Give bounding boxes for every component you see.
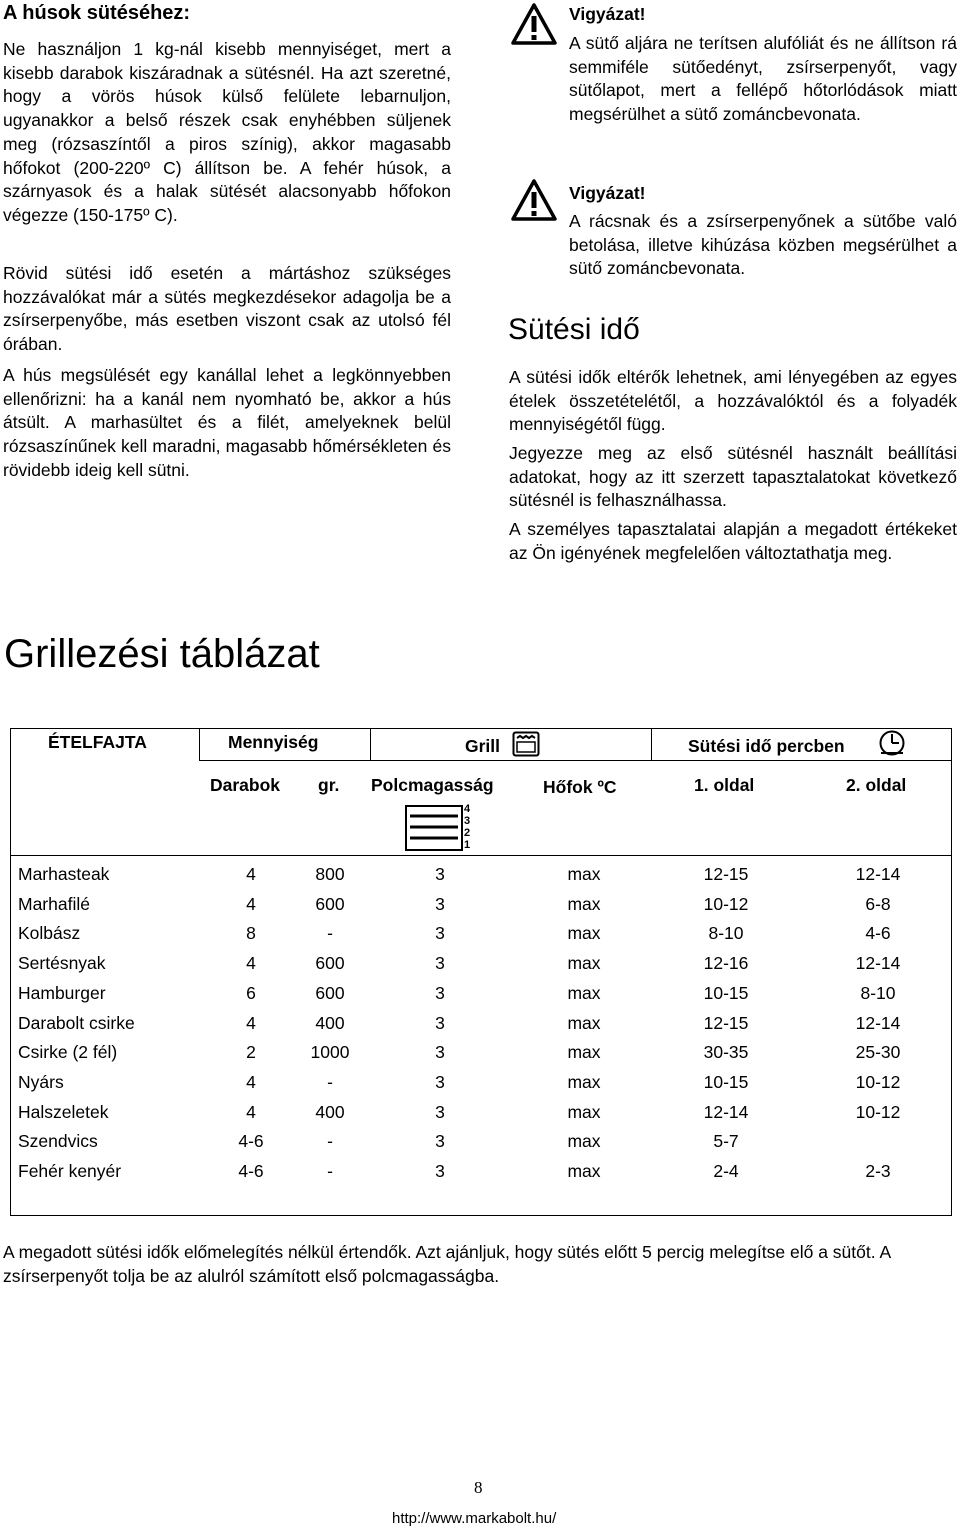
table-row (0, 1102, 960, 1132)
cell-polc: 3 (435, 982, 445, 1003)
shelf-number-2: 2 (464, 827, 471, 839)
cell-polc: 3 (435, 1071, 445, 1092)
cell-polc: 3 (435, 953, 445, 974)
cell-name: Marhafilé (18, 893, 90, 914)
cell-db: 2 (246, 1042, 256, 1063)
paragraph-sutesi-2: Jegyezze meg az első sütésnél használt beállítási adatokat, hogy az itt szerzett tapasztalatokat következő sütésnél is felhasználhassa. (509, 443, 957, 511)
warning-text-2: A rácsnak és a zsírserpenyőnek a sütőbe való betolása, illetve kihúzása közben megsérülhet a sütő zománcbevonata. (569, 211, 957, 279)
paragraph-sutesi-3: A személyes tapasztalatai alapján a megadott értékeket az Ön igényének megfelelően változtathatja meg. (509, 519, 957, 563)
cell-o1: 12-15 (703, 1012, 749, 1033)
cell-o2: 12-14 (855, 953, 901, 974)
table-title: Grillezési táblázat (4, 632, 320, 676)
footer-url: http://www.markabolt.hu/ (392, 1510, 557, 1527)
cell-name: Halszeletek (18, 1101, 109, 1122)
warning-title-1: Vigyázat! (569, 4, 646, 24)
table-row (0, 1042, 960, 1072)
cell-o2: 8-10 (860, 982, 896, 1003)
cell-o1: 30-35 (703, 1042, 749, 1063)
cell-hofok: max (567, 1042, 601, 1063)
table-row (0, 923, 960, 953)
cell-db: 4 (246, 893, 256, 914)
cell-name: Fehér kenyér (18, 1161, 122, 1181)
cell-hofok: max (567, 953, 601, 974)
header-oldal-2: 2. oldal (846, 775, 907, 795)
shelf-number-3: 3 (464, 815, 471, 827)
cell-db: 4 (246, 1071, 256, 1092)
cell-name: Marhasteak (18, 864, 110, 884)
cell-o2: 6-8 (865, 893, 891, 914)
section-heading-sutesi-ido: Sütési idő (508, 313, 640, 346)
cell-o1: 12-15 (703, 864, 749, 884)
cell-o2: 10-12 (855, 1071, 901, 1092)
cell-hofok: max (567, 1161, 601, 1181)
cell-db: 4 (246, 1012, 256, 1033)
cell-polc: 3 (435, 864, 445, 884)
cell-o1: 10-12 (703, 893, 749, 914)
cell-gr: 600 (315, 893, 345, 914)
cell-hofok: max (567, 1071, 601, 1092)
cell-polc: 3 (435, 1101, 445, 1122)
page-number: 8 (474, 1478, 483, 1497)
header-sutesi-ido: Sütési idő percben (688, 736, 845, 756)
header-hofok: Hőfok ºC (543, 777, 617, 797)
table-row (0, 894, 960, 924)
cell-o2: 12-14 (855, 1012, 901, 1033)
cell-o1: 2-4 (713, 1161, 739, 1181)
cell-o1: 12-16 (703, 953, 749, 974)
cell-gr: 800 (315, 864, 345, 884)
cell-hofok: max (567, 1012, 601, 1033)
cell-o1: 10-15 (703, 982, 749, 1003)
cell-name: Darabolt csirke (18, 1012, 135, 1033)
cell-db: 4-6 (238, 1161, 264, 1181)
cell-o1: 10-15 (703, 1071, 749, 1092)
cell-gr: - (327, 1131, 333, 1152)
cell-hofok: max (567, 1101, 601, 1122)
cell-gr: 600 (315, 953, 345, 974)
cell-gr: - (327, 923, 333, 944)
table-row (0, 864, 960, 894)
cell-name: Hamburger (18, 982, 106, 1003)
cell-polc: 3 (435, 1131, 445, 1152)
cell-o1: 5-7 (713, 1131, 739, 1152)
header-darabok: Darabok (210, 775, 281, 795)
grill-icon (512, 731, 540, 757)
table-row (0, 1013, 960, 1043)
header-etelfajta: ÉTELFAJTA (48, 732, 147, 752)
shelf-number-4: 4 (464, 803, 471, 815)
cell-hofok: max (567, 1131, 601, 1152)
clock-icon (878, 729, 906, 757)
shelf-number-1: 1 (464, 839, 471, 851)
cell-name: Szendvics (18, 1131, 98, 1152)
cell-polc: 3 (435, 1161, 445, 1181)
warning-title-2: Vigyázat! (569, 183, 646, 203)
cell-db: 4 (246, 864, 256, 884)
cell-gr: 400 (315, 1012, 345, 1033)
cell-gr: 1000 (310, 1042, 350, 1063)
cell-gr: - (327, 1161, 333, 1181)
cell-polc: 3 (435, 1042, 445, 1063)
cell-o2: 4-6 (865, 923, 891, 944)
cell-gr: 400 (315, 1101, 345, 1122)
header-grill: Grill (465, 736, 501, 756)
cell-o2: 10-12 (855, 1101, 901, 1122)
cell-db: 6 (246, 982, 256, 1003)
cell-hofok: max (567, 982, 601, 1003)
cell-o2: 25-30 (855, 1042, 901, 1063)
section-heading-husok: A húsok sütéséhez: (3, 2, 191, 24)
cell-name: Csirke (2 fél) (18, 1042, 118, 1063)
table-row (0, 1131, 960, 1161)
table-row (0, 953, 960, 983)
cell-gr: - (327, 1071, 333, 1092)
header-gr: gr. (318, 775, 340, 795)
header-mennyiseg: Mennyiség (228, 732, 319, 752)
cell-polc: 3 (435, 1012, 445, 1033)
warning-icon (510, 178, 558, 222)
cell-db: 4 (246, 953, 256, 974)
cell-o1: 8-10 (708, 923, 744, 944)
table-row (0, 1161, 960, 1191)
cell-o2: 12-14 (855, 864, 901, 884)
cell-name: Sertésnyak (18, 953, 106, 974)
cell-hofok: max (567, 864, 601, 884)
cell-name: Kolbász (18, 923, 81, 944)
paragraph-husok-2: Rövid sütési idő esetén a mártáshoz szükséges hozzávalókat már a sütés megkezdésekor adagolja be a zsírserpenyőbe, más esetben viszont csak az utolsó fél órában. (3, 263, 451, 355)
table-row (0, 983, 960, 1013)
cell-db: 4-6 (238, 1131, 264, 1152)
cell-polc: 3 (435, 923, 445, 944)
paragraph-husok-1: Ne használjon 1 kg-nál kisebb mennyiséget, mert a kisebb darabok kiszáradnak a sütésnél. Ha azt szeretné, hogy a vörös húsok külső felülete lebarnuljon, ugyanakkor a belső részek csak enyhébben süljenek meg (rózsaszíntől a piros színig), akkor magasabb hőfokot (200-220º C) állítson be. A fehér húsok, a szárnyasok és a halak sütését alacsonyabb hőfokon végezze (150-175º C). (3, 39, 451, 225)
cell-o1: 12-14 (703, 1101, 749, 1122)
cell-hofok: max (567, 893, 601, 914)
cell-polc: 3 (435, 893, 445, 914)
shelf-level-icon (402, 800, 482, 854)
paragraph-sutesi-1: A sütési idők eltérők lehetnek, ami lényegében az egyes ételek összetételétől, a hozzávalóktól és a folyadék mennyiségétől függ. (509, 367, 957, 435)
cell-gr: 600 (315, 982, 345, 1003)
warning-text-1: A sütő aljára ne terítsen alufóliát és ne állítson rá semmiféle sütőedényt, zsírserpenyőt, vagy sütőlapot, mert a fellépő hőtorlódások miatt megsérülhet a sütő zománcbevonata. (569, 33, 957, 125)
warning-icon (510, 2, 558, 46)
cell-db: 4 (246, 1101, 256, 1122)
paragraph-husok-3: A hús megsülését egy kanállal lehet a legkönnyebben ellenőrizni: ha a kanál nem nyomható be, akkor a hús átsült. A marhasültet és a filét, amelyeknek belül rózsaszínűnek kell maradni, magasabb hőmérsékleten és rövidebb ideig kell sütni. (3, 365, 451, 480)
cell-name: Nyárs (18, 1071, 64, 1092)
header-oldal-1: 1. oldal (694, 775, 755, 795)
cell-db: 8 (246, 923, 256, 944)
footer-note: A megadott sütési idők előmelegítés nélkül értendők. Azt ajánljuk, hogy sütés előtt 5 percig melegítse elő a sütőt. A zsírserpenyőt tolja be az alulról számított első polcmagasságba. (3, 1242, 891, 1286)
header-polcmagassag: Polcmagasság (371, 775, 494, 795)
cell-o2: 2-3 (865, 1161, 891, 1181)
table-row (0, 1072, 960, 1102)
cell-hofok: max (567, 923, 601, 944)
